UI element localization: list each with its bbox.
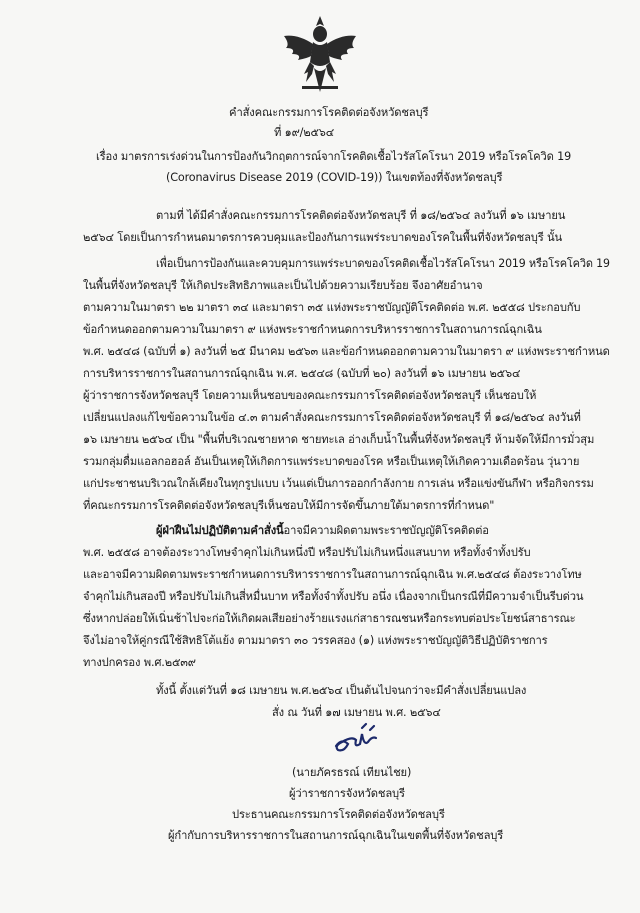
paragraph-3-text: อาจมีความผิดตามพระราชบัญญัติโรคติดต่อ <box>283 524 489 537</box>
paragraph-3-line: พ.ศ. ๒๕๕๘ อาจต้องระวางโทษจำคุกไม่เกินหนึ่งปี หรือปรับไม่เกินหนึ่งแสนบาท หรือทั้งจำทั้งปรับ <box>83 546 531 559</box>
subject-line-2: (Coronavirus Disease 2019 (COVID-19)) ในเขตท้องที่จังหวัดชลบุรี <box>166 171 503 184</box>
signer-title-1: ผู้ว่าราชการจังหวัดชลบุรี <box>289 787 405 800</box>
order-date: สั่ง ณ วันที่ ๑๗ เมษายน พ.ศ. ๒๕๖๔ <box>272 706 441 719</box>
garuda-emblem-icon <box>280 14 360 96</box>
paragraph-2-line: ผู้ว่าราชการจังหวัดชลบุรี โดยความเห็นชอบของคณะกรรมการโรคติดต่อจังหวัดชลบุรี เห็นชอบให้ <box>83 389 537 402</box>
paragraph-2-line: ในพื้นที่จังหวัดชลบุรี ให้เกิดประสิทธิภาพและเป็นไปด้วยความเรียบร้อย จึงอาศัยอำนาจ <box>83 279 483 292</box>
subject-line-1: เรื่อง มาตรการเร่งด่วนในการป้องกันวิกฤตการณ์จากโรคติดเชื้อไวรัสโคโรนา 2019 หรือโรคโควิด 19 <box>96 150 572 163</box>
paragraph-3-line: และอาจมีความผิดตามพระราชกำหนดการบริหารราชการในสถานการณ์ฉุกเฉิน พ.ศ.๒๕๔๘ ต้องระวางโทษ <box>83 568 582 581</box>
paragraph-1-line: ตามที่ ได้มีคำสั่งคณะกรรมการโรคติดต่อจังหวัดชลบุรี ที่ ๑๘/๒๕๖๔ ลงวันที่ ๑๖ เมษายน <box>156 209 566 222</box>
paragraph-2-line: ๑๖ เมษายน ๒๕๖๔ เป็น "พื้นที่บริเวณชายหาด ชายทะเล อ่างเก็บน้ำในพื้นที่จังหวัดชลบุรี ห้ามจัดให้มีการมั่วสุม <box>83 433 595 446</box>
effective-date-paragraph: ทั้งนี้ ตั้งแต่วันที่ ๑๘ เมษายน พ.ศ.๒๕๖๔ เป็นต้นไปจนกว่าจะมีคำสั่งเปลี่ยนแปลง <box>156 684 527 697</box>
issuer-title: คำสั่งคณะกรรมการโรคติดต่อจังหวัดชลบุรี <box>229 106 429 119</box>
paragraph-3-line: จึงไม่อาจให้คู่กรณีใช้สิทธิโต้แย้ง ตามมาตรา ๓๐ วรรคสอง (๑) แห่งพระราชบัญญัติวิธีปฏิบัติราชการ <box>83 634 548 647</box>
paragraph-3-line: ซึ่งหากปล่อยให้เนิ่นช้าไปจะก่อให้เกิดผลเสียอย่างร้ายแรงแก่สาธารณชนหรือกระทบต่อประโยชน์สาธารณะ <box>83 612 576 625</box>
paragraph-3-first-line <box>156 523 489 538</box>
paragraph-3-line: ทางปกครอง พ.ศ.๒๕๓๙ <box>83 656 196 669</box>
paragraph-2-line: พ.ศ. ๒๕๔๘ (ฉบับที่ ๑) ลงวันที่ ๒๕ มีนาคม ๒๕๖๓ และข้อกำหนดออกตามความในมาตรา ๙ แห่งพระราชกำหนด <box>83 345 610 358</box>
paragraph-2-line: ตามความในมาตรา ๒๒ มาตรา ๓๔ และมาตรา ๓๕ แห่งพระราชบัญญัติโรคติดต่อ พ.ศ. ๒๕๕๘ ประกอบกับ <box>83 301 581 314</box>
paragraph-2-line: เพื่อเป็นการป้องกันและควบคุมการแพร่ระบาดของโรคติดเชื้อไวรัสโคโรนา 2019 หรือโรคโควิด 19 <box>156 257 610 270</box>
signer-title-3: ผู้กำกับการบริหารราชการในสถานการณ์ฉุกเฉินในเขตพื้นที่จังหวัดชลบุรี <box>168 829 504 842</box>
paragraph-3-line: จำคุกไม่เกินสองปี หรือปรับไม่เกินสี่หมื่นบาท หรือทั้งจำทั้งปรับ อนึ่ง เนื่องจากเป็นกรณีที่มีความจำเป็นรีบด่วน <box>83 590 584 603</box>
signer-title-2: ประธานคณะกรรมการโรคติดต่อจังหวัดชลบุรี <box>232 808 445 821</box>
order-number: ที่ ๑๙/๒๕๖๔ <box>274 126 335 139</box>
penalty-heading: ผู้ฝ่าฝืนไม่ปฏิบัติตามคำสั่งนี้ <box>156 524 284 537</box>
paragraph-2-line: เปลี่ยนแปลงแก้ไขข้อความในข้อ ๔.๓ ตามคำสั่งคณะกรรมการโรคติดต่อจังหวัดชลบุรี ที่ ๑๘/๒๕๖๔ ลงวันที่ <box>83 411 581 424</box>
paragraph-2-line: ข้อกำหนดออกตามความในมาตรา ๙ แห่งพระราชกำหนดการบริหารราชการในสถานการณ์ฉุกเฉิน <box>83 323 542 336</box>
paragraph-2-line: การบริหารราชการในสถานการณ์ฉุกเฉิน พ.ศ. ๒๕๔๘ (ฉบับที่ ๒๐) ลงวันที่ ๑๖ เมษายน ๒๕๖๔ <box>83 367 521 380</box>
paragraph-1-line: ๒๕๖๔ โดยเป็นการกำหนดมาตรการควบคุมและป้องกันการแพร่ระบาดของโรคในพื้นที่จังหวัดชลบุรี นั้น <box>83 231 562 244</box>
signature-image <box>332 720 384 756</box>
paragraph-2-line: รวมกลุ่มดื่มแอลกอฮอล์ อันเป็นเหตุให้เกิดการแพร่ระบาดของโรค หรือเป็นเหตุให้เกิดความเดือดร้อน วุ่นวาย <box>83 455 580 468</box>
paragraph-2-line: แก่ประชาชนบริเวณใกล้เคียงในทุกรูปแบบ เว้นแต่เป็นการออกกำลังกาย การเล่น หรือแข่งขันกีฬา หรือกิจกรรม <box>83 477 594 490</box>
signer-name: (นายภัครธรณ์ เทียนไชย) <box>292 766 412 779</box>
paragraph-2-line: ที่คณะกรรมการโรคติดต่อจังหวัดชลบุรีเห็นชอบให้มีการจัดขึ้นภายใต้มาตรการที่กำหนด" <box>83 499 495 512</box>
